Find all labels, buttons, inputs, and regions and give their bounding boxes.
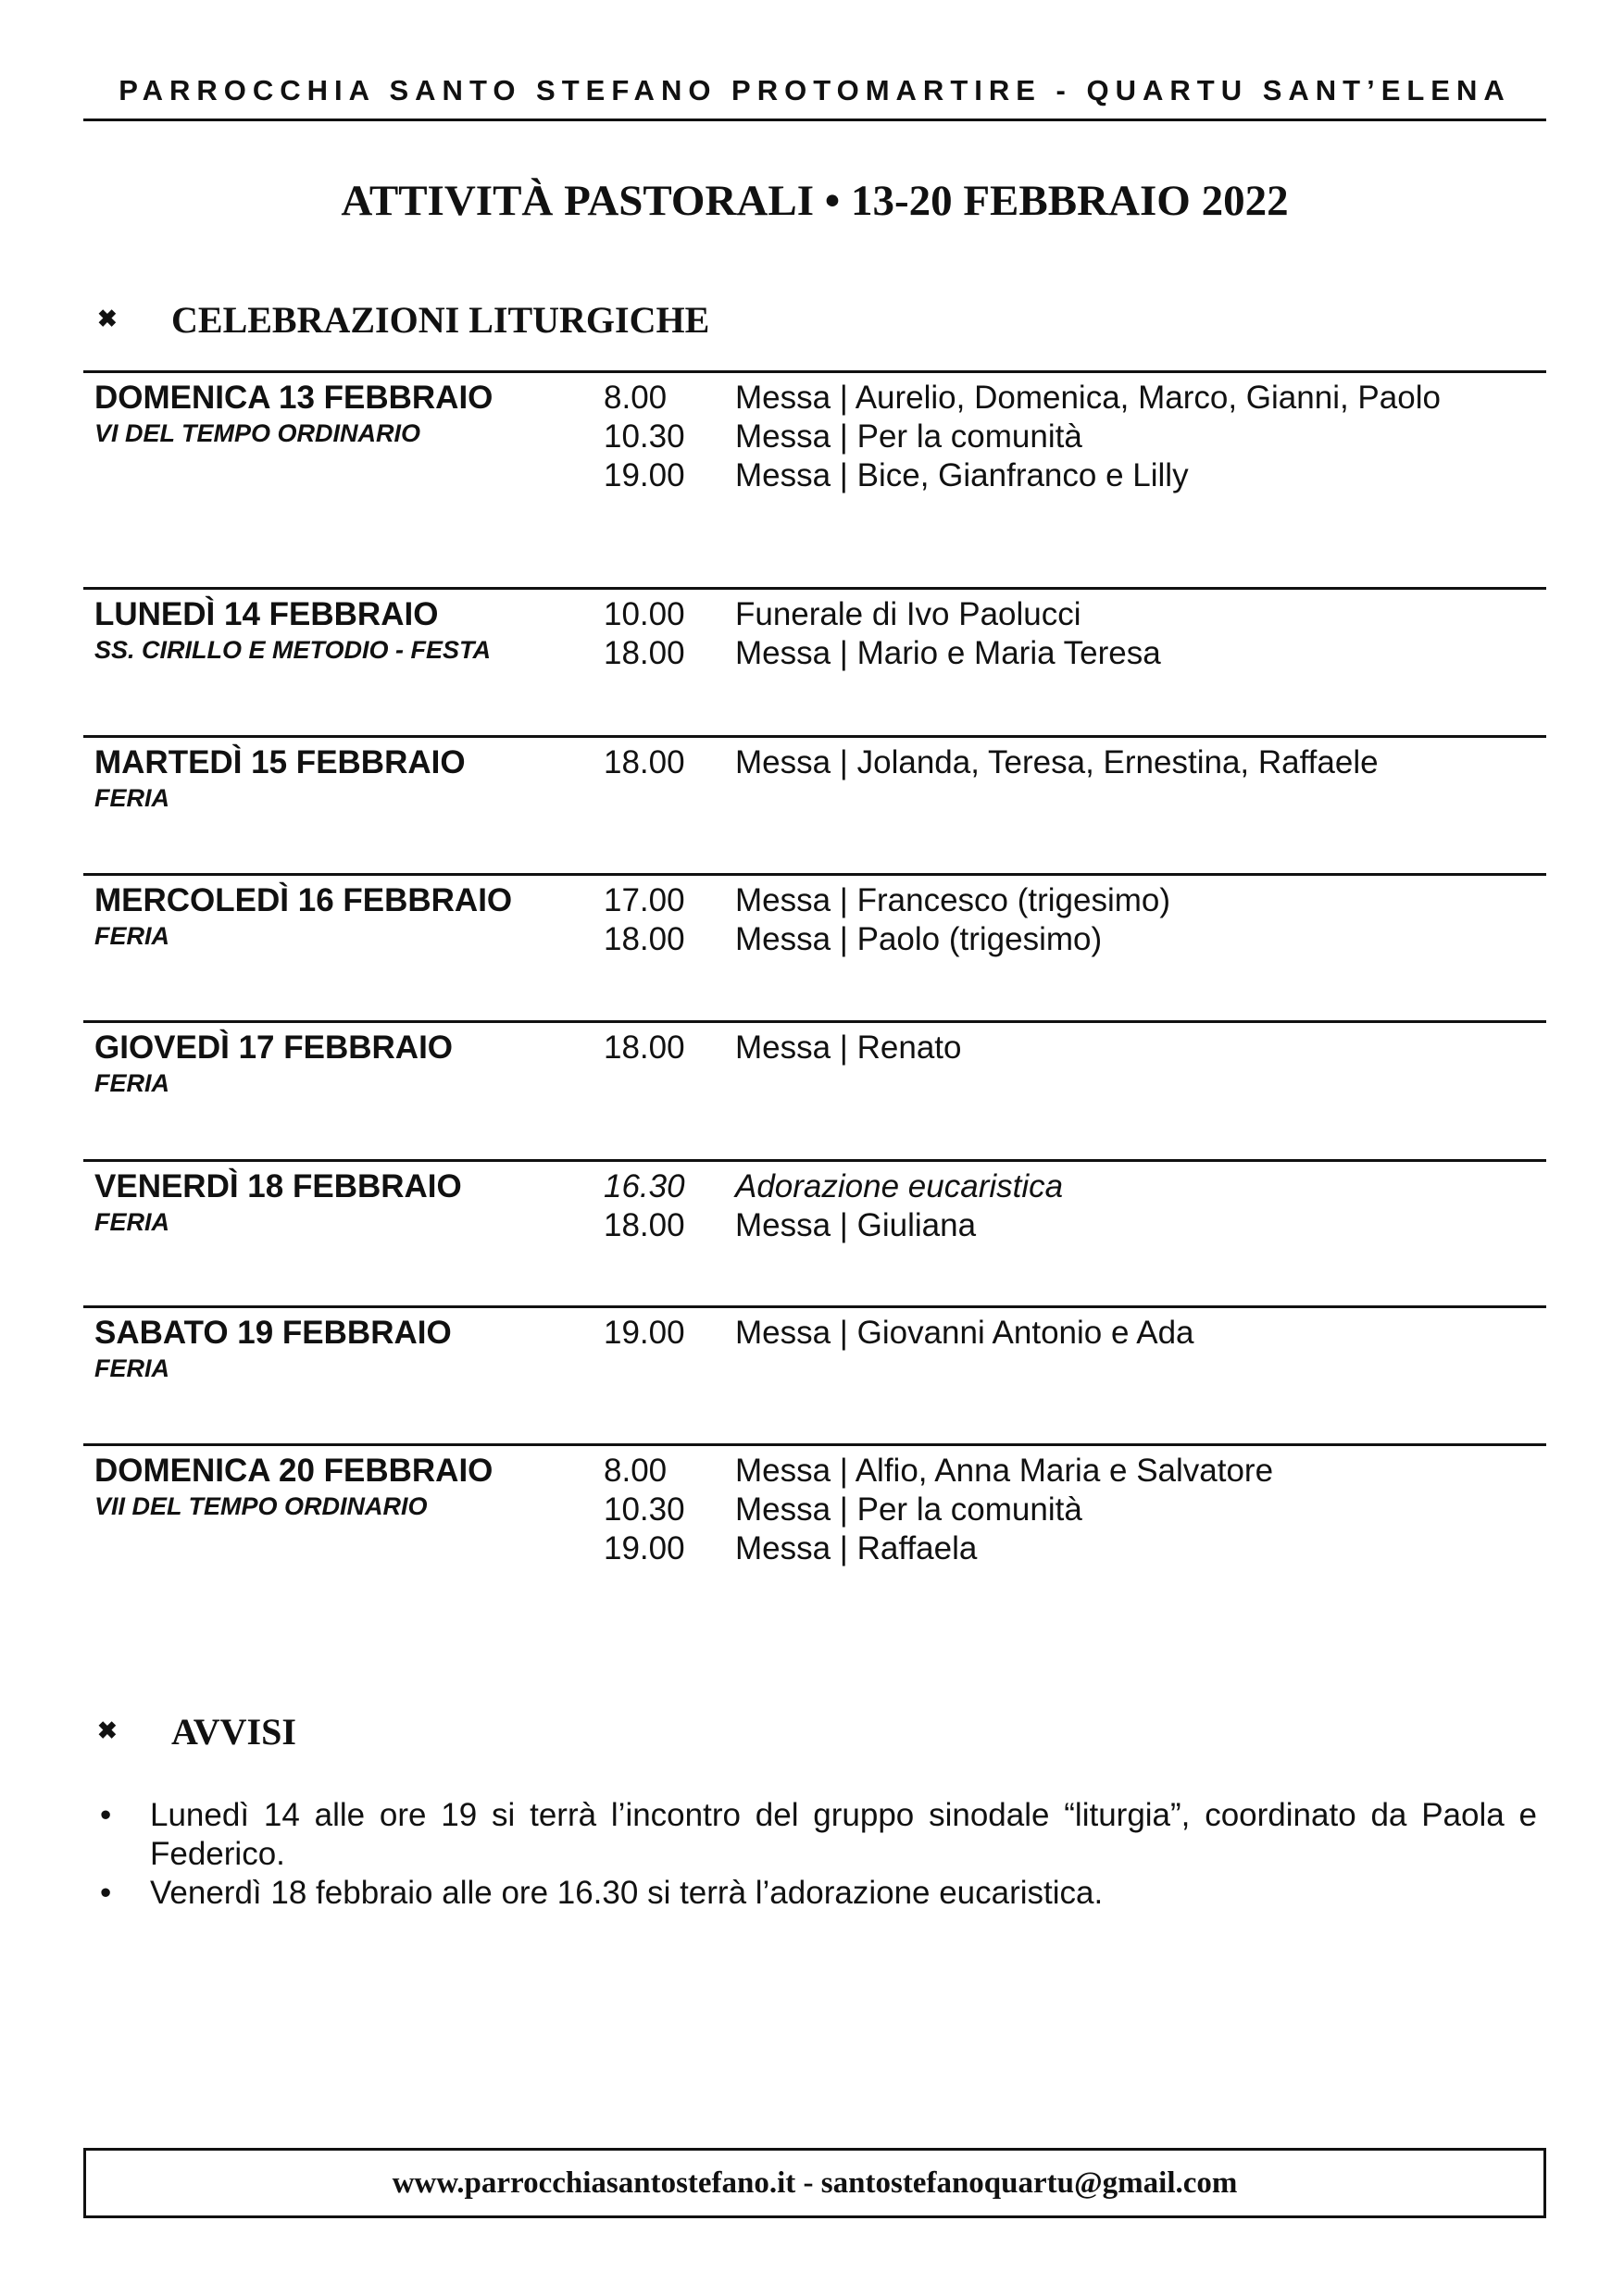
event-time: 19.00 xyxy=(604,1315,685,1351)
event-list xyxy=(604,379,1546,495)
event-row xyxy=(604,379,1546,418)
event-time: 8.00 xyxy=(604,1453,668,1489)
event-time: 10.30 xyxy=(604,418,685,455)
bullet-icon: • xyxy=(100,1875,112,1911)
event-time: 10.00 xyxy=(604,596,685,632)
notice-item xyxy=(93,1796,1537,1874)
header-divider xyxy=(83,119,1546,121)
event-row xyxy=(604,1029,1546,1067)
footer-contact xyxy=(83,2148,1546,2218)
event-description: Messa | Renato xyxy=(735,1029,962,1066)
event-list xyxy=(604,1314,1546,1353)
event-description: Messa | Aurelio, Domenica, Marco, Gianni, Paolo xyxy=(735,380,1441,416)
liturgy-schedule xyxy=(83,370,1546,1637)
event-description: Messa | Giovanni Antonio e Ada xyxy=(735,1315,1194,1351)
event-description: Messa | Per la comunità xyxy=(735,1491,1082,1528)
day-row xyxy=(83,1305,1546,1443)
event-row xyxy=(604,1491,1546,1529)
notices-list xyxy=(93,1796,1537,1913)
section-heading-label: CELEBRAZIONI LITURGICHE xyxy=(171,298,710,341)
star-icon: ✖ xyxy=(97,306,118,332)
event-time: 16.30 xyxy=(604,1168,685,1204)
event-time: 18.00 xyxy=(604,744,685,780)
event-description: Messa | Bice, Gianfranco e Lilly xyxy=(735,457,1189,493)
event-description: Messa | Jolanda, Teresa, Ernestina, Raffaele xyxy=(735,744,1379,780)
day-name: LUNEDÌ 14 FEBBRAIO xyxy=(94,596,439,632)
footer-contact-text[interactable]: www.parrocchiasantostefano.it - santostefanoquartu@gmail.com xyxy=(392,2165,1238,2200)
event-list xyxy=(604,1452,1546,1568)
day-subtitle: FERIA xyxy=(94,1354,169,1382)
event-list xyxy=(604,743,1546,782)
day-name: DOMENICA 13 FEBBRAIO xyxy=(94,380,493,416)
day-row xyxy=(83,587,1546,735)
event-list xyxy=(604,1167,1546,1245)
event-time: 18.00 xyxy=(604,921,685,957)
event-time: 18.00 xyxy=(604,635,685,671)
event-description: Messa | Alfio, Anna Maria e Salvatore xyxy=(735,1453,1274,1489)
event-row xyxy=(604,1452,1546,1491)
day-subtitle: SS. CIRILLO E METODIO - FESTA xyxy=(94,636,492,664)
event-description: Messa | Francesco (trigesimo) xyxy=(735,882,1171,918)
section-heading-liturgy xyxy=(97,292,709,347)
event-time: 17.00 xyxy=(604,882,685,918)
event-description: Messa | Per la comunità xyxy=(735,418,1082,455)
event-list xyxy=(604,595,1546,673)
section-heading-label: AVVISI xyxy=(171,1710,296,1753)
event-row xyxy=(604,1314,1546,1353)
event-time: 10.30 xyxy=(604,1491,685,1528)
event-row xyxy=(604,1167,1546,1206)
event-row xyxy=(604,881,1546,920)
day-row xyxy=(83,873,1546,1020)
notice-item xyxy=(93,1874,1537,1913)
notice-text: Venerdì 18 febbraio alle ore 16.30 si terrà l’adorazione eucaristica. xyxy=(150,1875,1104,1911)
event-row xyxy=(604,634,1546,673)
bullet-icon: • xyxy=(100,1797,112,1833)
event-list xyxy=(604,1029,1546,1067)
day-subtitle: VI DEL TEMPO ORDINARIO xyxy=(94,419,421,447)
page-title: ATTIVITÀ PASTORALI • 13-20 FEBBRAIO 2022 xyxy=(341,177,1289,225)
event-time: 18.00 xyxy=(604,1029,685,1066)
event-time: 19.00 xyxy=(604,1530,685,1566)
day-name: DOMENICA 20 FEBBRAIO xyxy=(94,1453,493,1489)
day-row xyxy=(83,1020,1546,1159)
day-subtitle: FERIA xyxy=(94,1069,169,1097)
day-row xyxy=(83,370,1546,587)
event-description: Messa | Giuliana xyxy=(735,1207,977,1243)
day-row xyxy=(83,1159,1546,1305)
event-row xyxy=(604,1206,1546,1245)
parish-header: PARROCCHIA SANTO STEFANO PROTOMARTIRE - QUARTU SANT’ELENA xyxy=(119,74,1511,106)
event-description: Funerale di Ivo Paolucci xyxy=(735,596,1081,632)
event-list xyxy=(604,881,1546,959)
event-time: 19.00 xyxy=(604,457,685,493)
star-icon: ✖ xyxy=(97,1717,118,1744)
notice-text: Lunedì 14 alle ore 19 si terrà l’incontro del gruppo sinodale “liturgia”, coordinato da Paola e Federico. xyxy=(150,1797,1537,1872)
event-row xyxy=(604,595,1546,634)
event-description: Messa | Raffaela xyxy=(735,1530,978,1566)
day-subtitle: FERIA xyxy=(94,1208,169,1236)
event-row xyxy=(604,743,1546,782)
day-subtitle: VII DEL TEMPO ORDINARIO xyxy=(94,1492,428,1520)
day-subtitle: FERIA xyxy=(94,922,169,950)
event-description: Adorazione eucaristica xyxy=(735,1168,1064,1204)
day-name: VENERDÌ 18 FEBBRAIO xyxy=(94,1168,462,1204)
event-row xyxy=(604,456,1546,495)
event-row xyxy=(604,418,1546,456)
day-name: GIOVEDÌ 17 FEBBRAIO xyxy=(94,1029,454,1066)
event-description: Messa | Paolo (trigesimo) xyxy=(735,921,1103,957)
section-heading-notices xyxy=(97,1703,296,1759)
event-description: Messa | Mario e Maria Teresa xyxy=(735,635,1161,671)
day-row xyxy=(83,1443,1546,1637)
event-row xyxy=(604,920,1546,959)
day-row xyxy=(83,735,1546,873)
event-time: 18.00 xyxy=(604,1207,685,1243)
event-time: 8.00 xyxy=(604,380,668,416)
day-name: SABATO 19 FEBBRAIO xyxy=(94,1315,452,1351)
day-name: MARTEDÌ 15 FEBBRAIO xyxy=(94,744,466,780)
event-row xyxy=(604,1529,1546,1568)
day-name: MERCOLEDÌ 16 FEBBRAIO xyxy=(94,882,513,918)
day-subtitle: FERIA xyxy=(94,784,169,812)
